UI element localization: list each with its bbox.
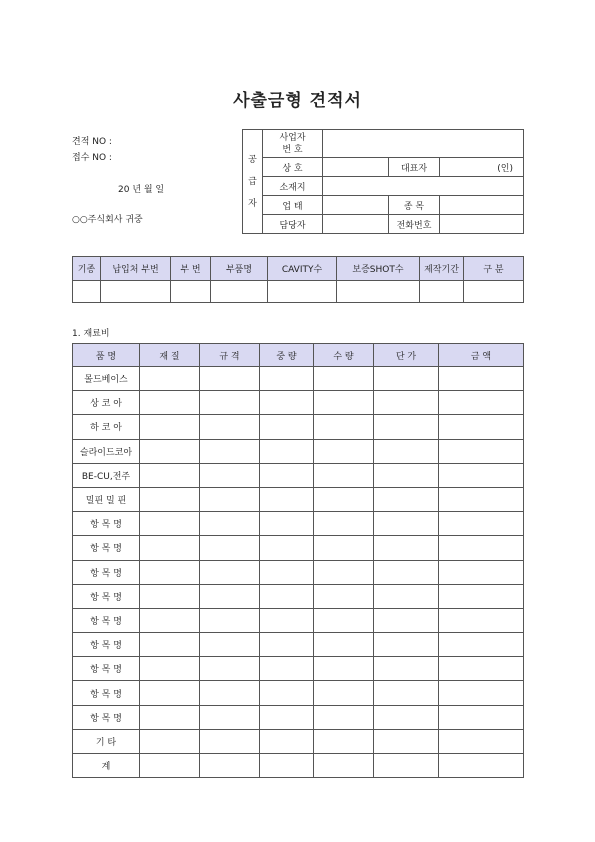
- materials-cell[interactable]: [200, 415, 260, 439]
- item-name: 항 목 명: [73, 633, 140, 657]
- materials-cell[interactable]: [439, 415, 524, 439]
- materials-cell[interactable]: [140, 439, 200, 463]
- materials-cell[interactable]: [439, 560, 524, 584]
- materials-cell[interactable]: [140, 705, 200, 729]
- materials-cell[interactable]: [439, 584, 524, 608]
- materials-cell[interactable]: [260, 560, 314, 584]
- materials-cell[interactable]: [140, 391, 200, 415]
- company-name-value[interactable]: [323, 158, 389, 177]
- materials-cell[interactable]: [260, 463, 314, 487]
- materials-cell[interactable]: [314, 391, 374, 415]
- materials-cell[interactable]: [314, 754, 374, 778]
- table-row: [73, 536, 524, 560]
- materials-cell[interactable]: [439, 512, 524, 536]
- materials-cell[interactable]: [260, 754, 314, 778]
- materials-cell[interactable]: [200, 754, 260, 778]
- item-name: 기 타: [73, 729, 140, 753]
- materials-cell[interactable]: [439, 754, 524, 778]
- spec-cell[interactable]: [171, 281, 211, 303]
- item-name: 항 목 명: [73, 657, 140, 681]
- materials-cell[interactable]: [439, 633, 524, 657]
- materials-cell[interactable]: [260, 657, 314, 681]
- spec-cell[interactable]: [211, 281, 268, 303]
- materials-cell[interactable]: [314, 512, 374, 536]
- materials-cell[interactable]: [374, 367, 439, 391]
- materials-cell[interactable]: [374, 560, 439, 584]
- phone-label: 전화번호: [389, 215, 440, 234]
- materials-cell[interactable]: [140, 584, 200, 608]
- materials-cell[interactable]: [374, 584, 439, 608]
- materials-cell[interactable]: [374, 608, 439, 632]
- materials-table: [72, 343, 524, 778]
- spec-header: 부 번: [171, 257, 211, 281]
- materials-cell[interactable]: [439, 705, 524, 729]
- materials-cell[interactable]: [200, 439, 260, 463]
- materials-cell[interactable]: [140, 560, 200, 584]
- materials-cell[interactable]: [374, 754, 439, 778]
- materials-cell[interactable]: [314, 415, 374, 439]
- item-name: 항 목 명: [73, 705, 140, 729]
- spec-header: 구 분: [464, 257, 524, 281]
- materials-cell[interactable]: [140, 633, 200, 657]
- materials-cell[interactable]: [374, 463, 439, 487]
- materials-cell[interactable]: [314, 729, 374, 753]
- business-no-label: 사업자 번 호: [263, 130, 323, 158]
- business-no-value[interactable]: [323, 130, 524, 158]
- materials-cell[interactable]: [374, 633, 439, 657]
- materials-cell[interactable]: [140, 754, 200, 778]
- materials-cell[interactable]: [314, 681, 374, 705]
- materials-cell[interactable]: [260, 729, 314, 753]
- table-row: [73, 729, 524, 753]
- materials-cell[interactable]: [260, 608, 314, 632]
- spec-header: 부품명: [211, 257, 268, 281]
- item-name: 계: [73, 754, 140, 778]
- materials-cell[interactable]: [200, 705, 260, 729]
- materials-cell[interactable]: [260, 439, 314, 463]
- materials-cell[interactable]: [260, 536, 314, 560]
- supplier-table: [242, 129, 524, 234]
- materials-cell[interactable]: [374, 657, 439, 681]
- table-row: [73, 463, 524, 487]
- materials-cell[interactable]: [200, 367, 260, 391]
- business-item-label: 종 목: [389, 196, 440, 215]
- table-row: [73, 391, 524, 415]
- materials-cell[interactable]: [439, 367, 524, 391]
- materials-cell[interactable]: [140, 608, 200, 632]
- address-label: 소재지: [263, 177, 323, 196]
- item-name: 항 목 명: [73, 536, 140, 560]
- materials-cell[interactable]: [260, 705, 314, 729]
- phone-value[interactable]: [440, 215, 524, 234]
- materials-cell[interactable]: [260, 367, 314, 391]
- materials-cell[interactable]: [200, 463, 260, 487]
- document-title: 사출금형 견적서: [233, 91, 362, 111]
- materials-cell[interactable]: [314, 439, 374, 463]
- materials-cell[interactable]: [140, 512, 200, 536]
- item-name: 항 목 명: [73, 584, 140, 608]
- materials-cell[interactable]: [200, 681, 260, 705]
- materials-cell[interactable]: [140, 463, 200, 487]
- materials-cell[interactable]: [200, 560, 260, 584]
- materials-cell[interactable]: [314, 487, 374, 511]
- materials-cell[interactable]: [439, 391, 524, 415]
- materials-cell[interactable]: [374, 439, 439, 463]
- item-name: 몰드베이스: [73, 367, 140, 391]
- materials-cell[interactable]: [260, 512, 314, 536]
- spec-header: 납입처 부번: [101, 257, 171, 281]
- materials-header: 재 질: [140, 344, 200, 367]
- table-row: [73, 367, 524, 391]
- item-name: 항 목 명: [73, 608, 140, 632]
- materials-cell[interactable]: [200, 391, 260, 415]
- materials-cell[interactable]: [374, 512, 439, 536]
- spec-cell[interactable]: [337, 281, 420, 303]
- table-row: [73, 487, 524, 511]
- materials-cell[interactable]: [439, 463, 524, 487]
- item-name: 하 코 아: [73, 415, 140, 439]
- materials-cell[interactable]: [140, 681, 200, 705]
- table-row: [73, 681, 524, 705]
- spec-cell[interactable]: [268, 281, 337, 303]
- spec-header: 보증SHOT수: [337, 257, 420, 281]
- materials-cell[interactable]: [374, 487, 439, 511]
- table-row: [73, 512, 524, 536]
- spec-table: [72, 256, 524, 303]
- contact-person-label: 담당자: [263, 215, 323, 234]
- business-type-label: 업 태: [263, 196, 323, 215]
- spec-cell[interactable]: [464, 281, 524, 303]
- materials-section-label: 1. 재료비: [72, 329, 110, 339]
- materials-cell[interactable]: [260, 584, 314, 608]
- representative-label: 대표자: [389, 158, 440, 177]
- table-row: [73, 439, 524, 463]
- spec-header: 기종: [73, 257, 101, 281]
- table-row: [73, 633, 524, 657]
- materials-cell[interactable]: [439, 608, 524, 632]
- materials-cell[interactable]: [374, 705, 439, 729]
- materials-cell[interactable]: [140, 367, 200, 391]
- table-row: [73, 415, 524, 439]
- business-type-value[interactable]: [323, 196, 389, 215]
- item-name: 항 목 명: [73, 681, 140, 705]
- materials-cell[interactable]: [439, 657, 524, 681]
- item-name: 항 목 명: [73, 560, 140, 584]
- materials-header: 수 량: [314, 344, 374, 367]
- materials-cell[interactable]: [374, 536, 439, 560]
- materials-header: 품 명: [73, 344, 140, 367]
- materials-cell[interactable]: [374, 681, 439, 705]
- materials-cell[interactable]: [140, 657, 200, 681]
- materials-cell[interactable]: [140, 487, 200, 511]
- contact-person-value[interactable]: [323, 215, 389, 234]
- materials-cell[interactable]: [314, 705, 374, 729]
- table-row: [73, 754, 524, 778]
- materials-cell[interactable]: [200, 512, 260, 536]
- item-name: 상 코 아: [73, 391, 140, 415]
- spec-header: CAVITY수: [268, 257, 337, 281]
- materials-cell[interactable]: [314, 367, 374, 391]
- materials-cell[interactable]: [439, 536, 524, 560]
- materials-cell[interactable]: [260, 391, 314, 415]
- recipient-label: ○○주식회사 귀중: [72, 215, 143, 225]
- materials-cell[interactable]: [314, 657, 374, 681]
- table-row: [73, 560, 524, 584]
- materials-cell[interactable]: [260, 633, 314, 657]
- materials-cell[interactable]: [140, 729, 200, 753]
- materials-cell[interactable]: [439, 681, 524, 705]
- receipt-no-label: 접수 NO :: [72, 153, 112, 163]
- materials-cell[interactable]: [140, 536, 200, 560]
- estimate-no-label: 견적 NO :: [72, 137, 112, 147]
- item-name: 슬라이드코아: [73, 439, 140, 463]
- materials-cell[interactable]: [140, 415, 200, 439]
- materials-cell[interactable]: [200, 584, 260, 608]
- table-row: [73, 608, 524, 632]
- materials-cell[interactable]: [200, 608, 260, 632]
- materials-cell[interactable]: [260, 415, 314, 439]
- date-line: 20 년 월 일: [118, 185, 165, 195]
- materials-header: 규 격: [200, 344, 260, 367]
- spec-cell[interactable]: [101, 281, 171, 303]
- item-name: 항 목 명: [73, 512, 140, 536]
- materials-cell[interactable]: [314, 560, 374, 584]
- business-item-value[interactable]: [440, 196, 524, 215]
- materials-header: 단 가: [374, 344, 439, 367]
- materials-cell[interactable]: [439, 729, 524, 753]
- materials-cell[interactable]: [200, 536, 260, 560]
- materials-cell[interactable]: [200, 487, 260, 511]
- materials-cell[interactable]: [260, 487, 314, 511]
- item-name: BE-CU,전주: [73, 463, 140, 487]
- table-row: [73, 584, 524, 608]
- materials-cell[interactable]: [314, 633, 374, 657]
- item-name: 밀핀 밀 핀: [73, 487, 140, 511]
- materials-cell[interactable]: [439, 439, 524, 463]
- spec-header: 제작기간: [420, 257, 464, 281]
- spec-cell[interactable]: [73, 281, 101, 303]
- materials-header: 금 액: [439, 344, 524, 367]
- representative-seal[interactable]: (인): [440, 158, 524, 177]
- materials-cell[interactable]: [200, 657, 260, 681]
- table-row: [73, 705, 524, 729]
- materials-cell[interactable]: [200, 633, 260, 657]
- materials-cell[interactable]: [200, 729, 260, 753]
- spec-cell[interactable]: [420, 281, 464, 303]
- materials-cell[interactable]: [374, 729, 439, 753]
- materials-cell[interactable]: [439, 487, 524, 511]
- materials-cell[interactable]: [260, 681, 314, 705]
- materials-cell[interactable]: [314, 463, 374, 487]
- table-row: [73, 657, 524, 681]
- materials-cell[interactable]: [314, 608, 374, 632]
- materials-cell[interactable]: [314, 584, 374, 608]
- supplier-side-label: 공 급 자: [243, 130, 263, 234]
- materials-cell[interactable]: [314, 536, 374, 560]
- company-name-label: 상 호: [263, 158, 323, 177]
- materials-cell[interactable]: [374, 415, 439, 439]
- address-value[interactable]: [323, 177, 524, 196]
- materials-cell[interactable]: [374, 391, 439, 415]
- materials-header: 중 량: [260, 344, 314, 367]
